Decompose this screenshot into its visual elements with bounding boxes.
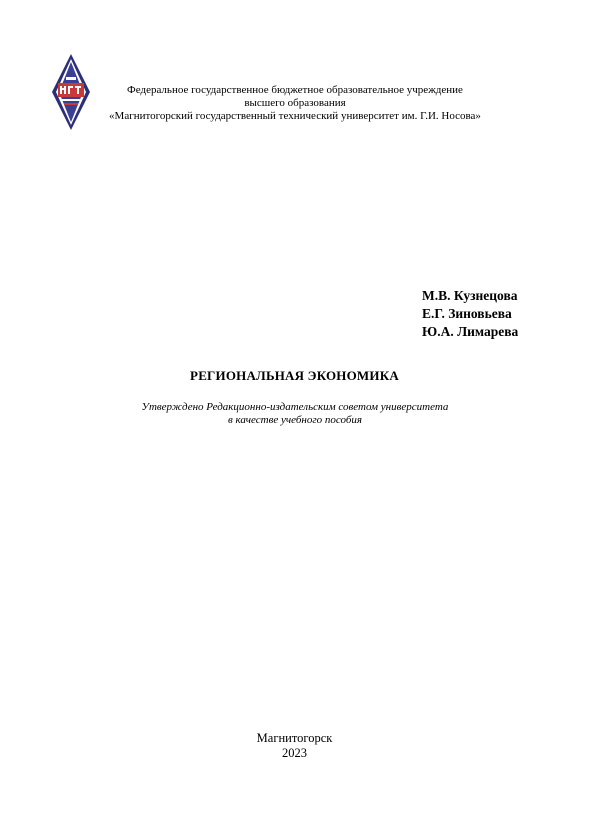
institution-header (60, 84, 530, 123)
header-line-2: высшего образования (244, 97, 346, 109)
approval-line-2: в качестве учебного пособия (228, 414, 362, 426)
author-name: Е.Г. Зиновьева (422, 306, 512, 321)
year: 2023 (282, 746, 307, 760)
city: Магнитогорск (256, 731, 333, 745)
author-name: Ю.А. Лимарева (422, 324, 519, 339)
author-name: М.В. Кузнецова (422, 288, 518, 303)
header-line-1: Федеральное государственное бюджетное образовательное учреждение (127, 84, 463, 96)
approval-line-1: Утверждено Редакционно-издательским советом университета (141, 401, 449, 413)
imprint-footer (0, 731, 589, 761)
header-line-3: «Магнитогорский государственный технический университет им. Г.И. Носова» (109, 110, 481, 122)
approval-note (60, 401, 530, 427)
authors-block (422, 287, 572, 341)
document-title: РЕГИОНАЛЬНАЯ ЭКОНОМИКА (190, 368, 399, 383)
